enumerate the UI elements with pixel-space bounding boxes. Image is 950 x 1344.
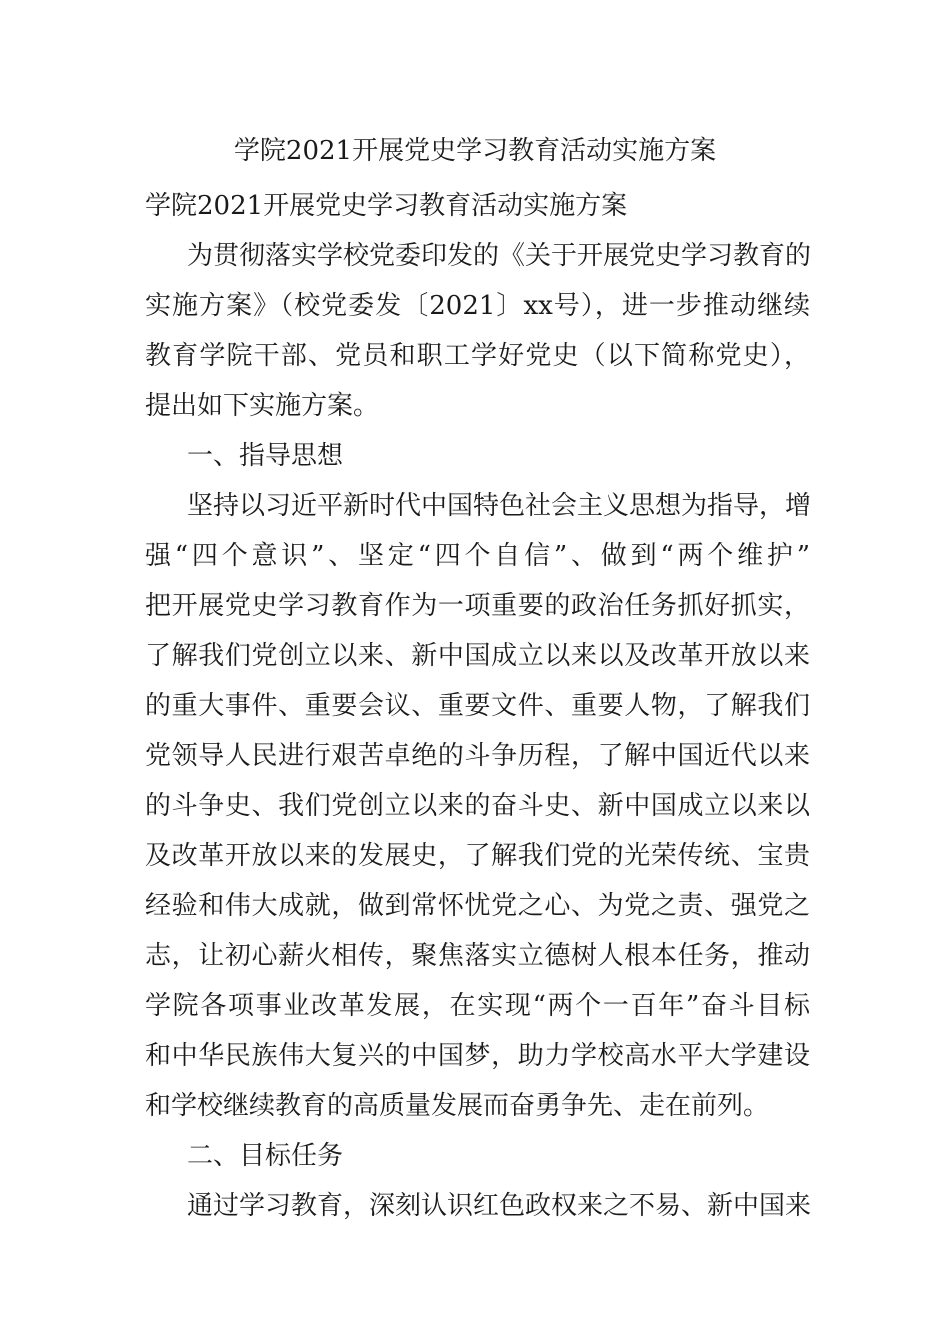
body-line: 学院各项事业改革发展，在实现“两个一百年”奋斗目标 [145, 991, 810, 1021]
body-line: 把开展党史学习教育作为一项重要的政治任务抓好抓实， [145, 591, 810, 621]
body-line: 党领导人民进行艰苦卓绝的斗争历程，了解中国近代以来 [145, 741, 810, 771]
body-line: 和中华民族伟大复兴的中国梦，助力学校高水平大学建设 [145, 1041, 810, 1071]
body-line: 一、指导思想 [187, 441, 344, 471]
document-body [145, 181, 810, 1231]
document-title: 学院2021开展党史学习教育活动实施方案 [233, 136, 717, 166]
body-line: 通过学习教育，深刻认识红色政权来之不易、新中国来 [187, 1191, 812, 1221]
body-line: 及改革开放以来的发展史，了解我们党的光荣传统、宝贵 [145, 841, 810, 871]
body-line: 和学校继续教育的高质量发展而奋勇争先、走在前列。 [145, 1091, 770, 1121]
body-line: 的斗争史、我们党创立以来的奋斗史、新中国成立以来以 [145, 791, 810, 821]
body-line: 强“四个意识”、坚定“四个自信”、做到“两个维护” [145, 541, 810, 571]
body-line: 教育学院干部、党员和职工学好党史（以下简称党史）， [145, 341, 810, 371]
body-line: 学院2021开展党史学习教育活动实施方案 [145, 191, 628, 221]
body-line: 实施方案》（校党委发〔2021〕xx号），进一步推动继续 [145, 291, 810, 321]
body-line: 提出如下实施方案。 [145, 391, 380, 421]
body-line: 经验和伟大成就，做到常怀忧党之心、为党之责、强党之 [145, 891, 810, 921]
body-line: 的重大事件、重要会议、重要文件、重要人物，了解我们 [145, 691, 810, 721]
body-line: 坚持以习近平新时代中国特色社会主义思想为指导，增 [187, 491, 812, 521]
body-line: 志，让初心薪火相传，聚焦落实立德树人根本任务，推动 [145, 941, 810, 971]
body-line: 了解我们党创立以来、新中国成立以来以及改革开放以来 [145, 641, 810, 671]
body-line: 二、目标任务 [187, 1141, 344, 1171]
body-line: 为贯彻落实学校党委印发的《关于开展党史学习教育的 [187, 241, 812, 271]
